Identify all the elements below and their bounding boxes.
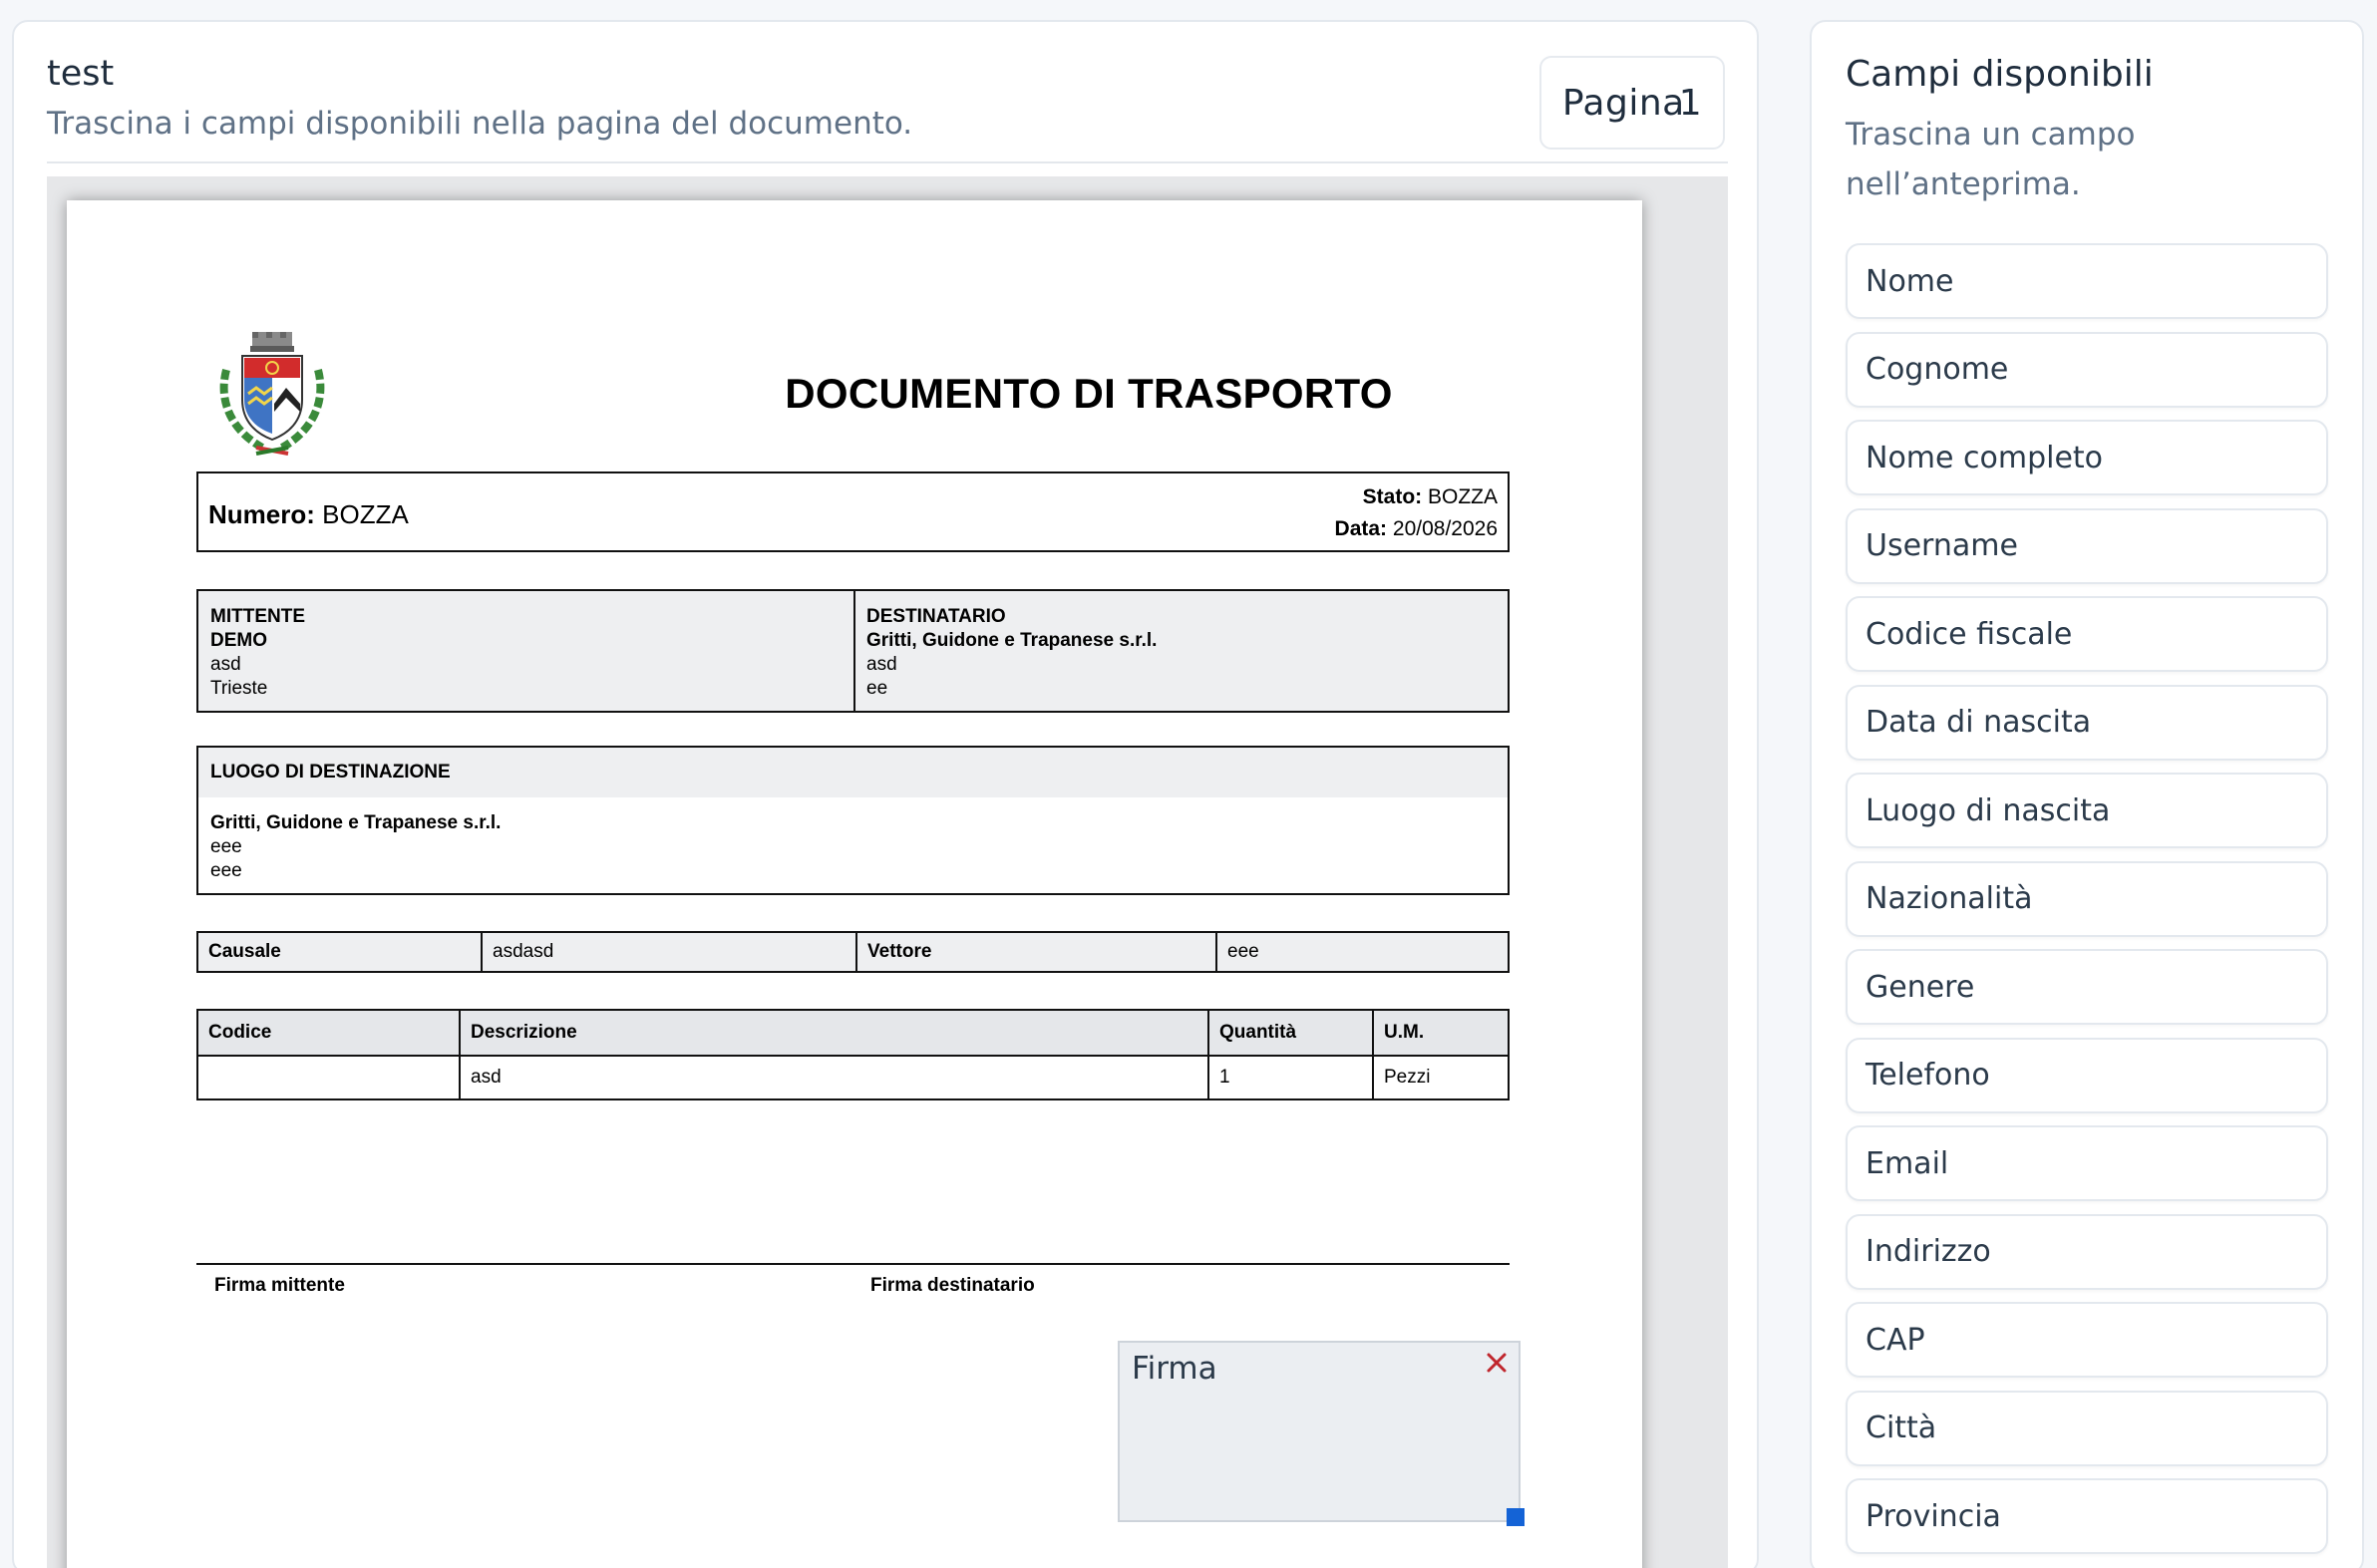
field-list xyxy=(1846,243,2328,1567)
cell-quantita: 1 xyxy=(1208,1056,1373,1099)
field-item-cognome[interactable]: Cognome xyxy=(1846,332,2328,408)
sender-name: DEMO xyxy=(210,630,267,651)
field-item-luogo-di-nascita[interactable]: Luogo di nascita xyxy=(1846,773,2328,848)
recipient-line1: asd xyxy=(866,654,897,675)
status-line xyxy=(1335,481,1498,513)
sender-signature-label: Firma mittente xyxy=(214,1275,345,1296)
field-item-cap[interactable]: CAP xyxy=(1846,1302,2328,1378)
available-fields-panel xyxy=(1810,20,2364,1568)
data-label: Data: xyxy=(1334,517,1388,540)
date-line xyxy=(1335,513,1498,545)
recipient-line2: ee xyxy=(866,678,888,699)
destination-line2: eee xyxy=(210,860,242,881)
resize-handle[interactable] xyxy=(1507,1508,1525,1526)
document-subtitle: Trascina i campi disponibili nella pagina del documento. xyxy=(47,106,913,142)
field-item-genere[interactable]: Genere xyxy=(1846,949,2328,1025)
causale-value: asdasd xyxy=(482,932,856,972)
signature-line xyxy=(196,1263,1510,1265)
stato-value: BOZZA xyxy=(1427,485,1498,508)
field-item-telefono[interactable]: Telefono xyxy=(1846,1038,2328,1113)
cell-codice xyxy=(197,1056,460,1099)
column-header-um: U.M. xyxy=(1373,1010,1509,1056)
recipient-heading: DESTINATARIO xyxy=(866,606,1006,627)
recipient-name: Gritti, Guidone e Trapanese s.r.l. xyxy=(866,630,1158,651)
column-header-descrizione: Descrizione xyxy=(460,1010,1208,1056)
sender-line2: Trieste xyxy=(210,678,268,699)
document-heading: DOCUMENTO DI TRASPORTO xyxy=(785,370,1393,417)
destination-line1: eee xyxy=(210,836,242,857)
field-item-citta[interactable]: Città xyxy=(1846,1391,2328,1466)
vettore-value: eee xyxy=(1216,932,1509,972)
transport-row xyxy=(197,932,1509,972)
fields-panel-hint: Trascina un campo nell’anteprima. xyxy=(1846,117,2136,202)
document-number xyxy=(208,499,409,530)
numero-value: BOZZA xyxy=(322,499,409,529)
document-status xyxy=(1335,481,1498,545)
field-item-email[interactable]: Email xyxy=(1846,1125,2328,1201)
parties-divider xyxy=(853,591,855,711)
recipient-block xyxy=(866,605,1157,701)
data-value: 20/08/2026 xyxy=(1392,517,1498,540)
destination-name: Gritti, Guidone e Trapanese s.r.l. xyxy=(210,812,502,833)
destination-heading: LUOGO DI DESTINAZIONE xyxy=(210,762,451,783)
close-icon[interactable] xyxy=(1481,1347,1513,1379)
cell-um: Pezzi xyxy=(1373,1056,1509,1099)
field-item-indirizzo[interactable]: Indirizzo xyxy=(1846,1214,2328,1290)
page-selector-number: 1 xyxy=(1678,82,1703,124)
vettore-label: Vettore xyxy=(856,932,1216,972)
field-item-nome[interactable]: Nome xyxy=(1846,243,2328,319)
sender-block xyxy=(210,605,305,701)
numero-label: Numero: xyxy=(208,499,315,529)
transport-table xyxy=(196,931,1510,973)
table-row xyxy=(197,1056,1509,1099)
destination-body xyxy=(210,811,501,883)
field-item-provincia[interactable]: Provincia xyxy=(1846,1478,2328,1554)
column-header-quantita: Quantità xyxy=(1208,1010,1373,1056)
field-item-username[interactable]: Username xyxy=(1846,508,2328,584)
page-selector-label: Pagina xyxy=(1561,82,1685,124)
destination-box xyxy=(196,746,1510,895)
document-number-box xyxy=(196,471,1510,552)
field-item-codice-fiscale[interactable]: Codice fiscale xyxy=(1846,596,2328,672)
items-header-row xyxy=(197,1010,1509,1056)
field-item-nome-completo[interactable]: Nome completo xyxy=(1846,420,2328,495)
municipality-crest-logo xyxy=(216,330,328,458)
sender-line1: asd xyxy=(210,654,241,675)
cell-descrizione: asd xyxy=(460,1056,1208,1099)
sender-heading: MITTENTE xyxy=(210,606,305,627)
document-page[interactable] xyxy=(67,200,1642,1568)
parties-box xyxy=(196,589,1510,713)
causale-label: Causale xyxy=(197,932,482,972)
field-item-data-di-nascita[interactable]: Data di nascita xyxy=(1846,685,2328,761)
column-header-codice: Codice xyxy=(197,1010,460,1056)
field-item-nazionalita[interactable]: Nazionalità xyxy=(1846,861,2328,937)
items-table xyxy=(196,1009,1510,1100)
header-divider xyxy=(47,161,1728,163)
document-editor-card xyxy=(12,20,1759,1568)
placed-signature-field[interactable] xyxy=(1118,1341,1521,1522)
page-selector[interactable] xyxy=(1539,56,1725,150)
recipient-signature-label: Firma destinatario xyxy=(870,1275,1035,1296)
fields-panel-title: Campi disponibili xyxy=(1846,54,2154,95)
destination-header xyxy=(198,748,1508,797)
stato-label: Stato: xyxy=(1362,485,1423,508)
document-preview[interactable] xyxy=(47,176,1728,1568)
placed-field-label: Firma xyxy=(1132,1351,1217,1387)
document-title: test xyxy=(47,54,115,94)
